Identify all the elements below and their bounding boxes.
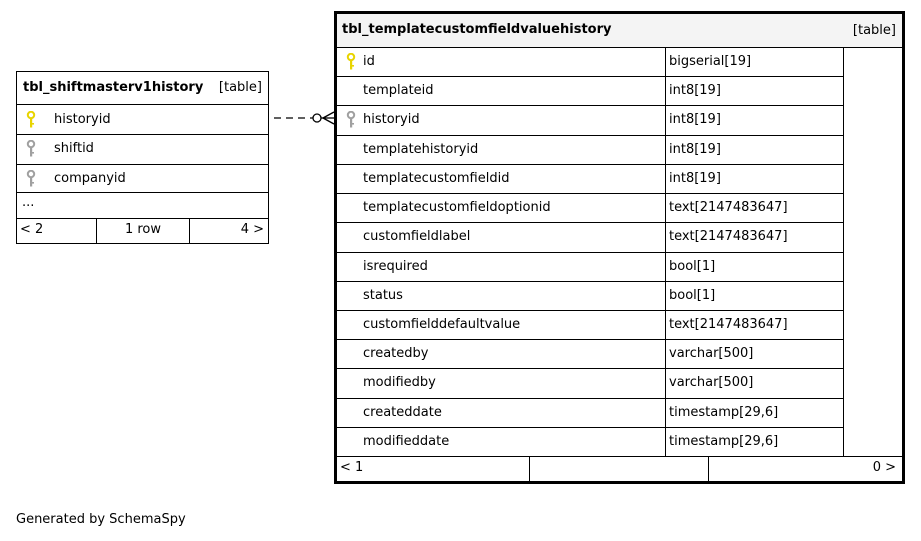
column-name: templatecustomfieldoptionid [363,200,551,216]
column-name: createdby [363,346,429,362]
column-type: varchar[500] [669,346,754,362]
column-row[interactable] [337,399,844,427]
column-type: text[2147483647] [669,229,788,245]
column-type: int8[19] [669,112,721,128]
column-row[interactable] [337,136,844,164]
column-type: timestamp[29,6] [669,433,779,449]
column-type: text[2147483647] [669,316,788,332]
column-row[interactable] [337,428,844,456]
column-row[interactable] [337,106,844,134]
column-row[interactable] [337,369,844,397]
column-name: companyid [54,170,126,186]
pager-prev[interactable]: < 1 [340,460,364,475]
column-row[interactable] [337,165,844,193]
row-count: 1 row [124,222,162,237]
column-name: historyid [363,112,420,128]
column-name: isrequired [363,258,428,274]
column-name: modifieddate [363,433,450,449]
table-name: tbl_templatecustomfieldvaluehistory [342,22,612,37]
column-name: shiftid [54,141,94,157]
column-row[interactable] [337,48,844,76]
footer-separator [529,456,530,481]
column-name: id [363,54,375,69]
column-type: int8[19] [669,141,721,157]
column-name: createddate [363,404,442,420]
column-name: status [363,287,403,303]
column-row[interactable] [337,311,844,339]
table-name: tbl_shiftmasterv1history [23,80,204,95]
column-name: modifiedby [363,375,436,391]
more-columns-ellipsis: ... [22,195,35,210]
column-name: historyid [54,112,111,127]
column-name: templatehistoryid [363,141,479,157]
generated-by-label: Generated by SchemaSpy [16,512,186,527]
table-tbl-templatecustomfieldvaluehistory[interactable] [334,11,905,484]
column-type: int8[19] [669,83,721,99]
column-type: bool[1] [669,287,716,303]
table-type-label: [table] [218,80,262,95]
column-name: templateid [363,83,434,99]
footer-divider [337,456,902,457]
column-type: int8[19] [669,170,721,186]
column-type: bigserial[19] [669,54,752,69]
pager-next[interactable]: 4 > [240,222,264,237]
column-row[interactable] [337,282,844,310]
table-type-label: [table] [852,23,896,38]
column-row[interactable] [337,340,844,368]
column-name: templatecustomfieldid [363,170,510,186]
column-type: timestamp[29,6] [669,404,779,420]
zero-cardinality-circle [313,114,321,122]
column-type: text[2147483647] [669,200,788,216]
column-name: customfieldlabel [363,229,471,245]
column-row[interactable] [337,194,844,222]
column-row[interactable] [337,223,844,251]
footer-separator [708,456,709,481]
crows-foot-upper [323,112,334,118]
pager-next[interactable]: 0 > [872,460,896,475]
pager-prev[interactable]: < 2 [20,222,44,237]
column-type: bool[1] [669,258,716,274]
column-row[interactable] [337,77,844,105]
crows-foot-lower [323,118,334,124]
column-row[interactable] [337,253,844,281]
column-type: varchar[500] [669,375,754,391]
column-name: customfielddefaultvalue [363,316,521,332]
